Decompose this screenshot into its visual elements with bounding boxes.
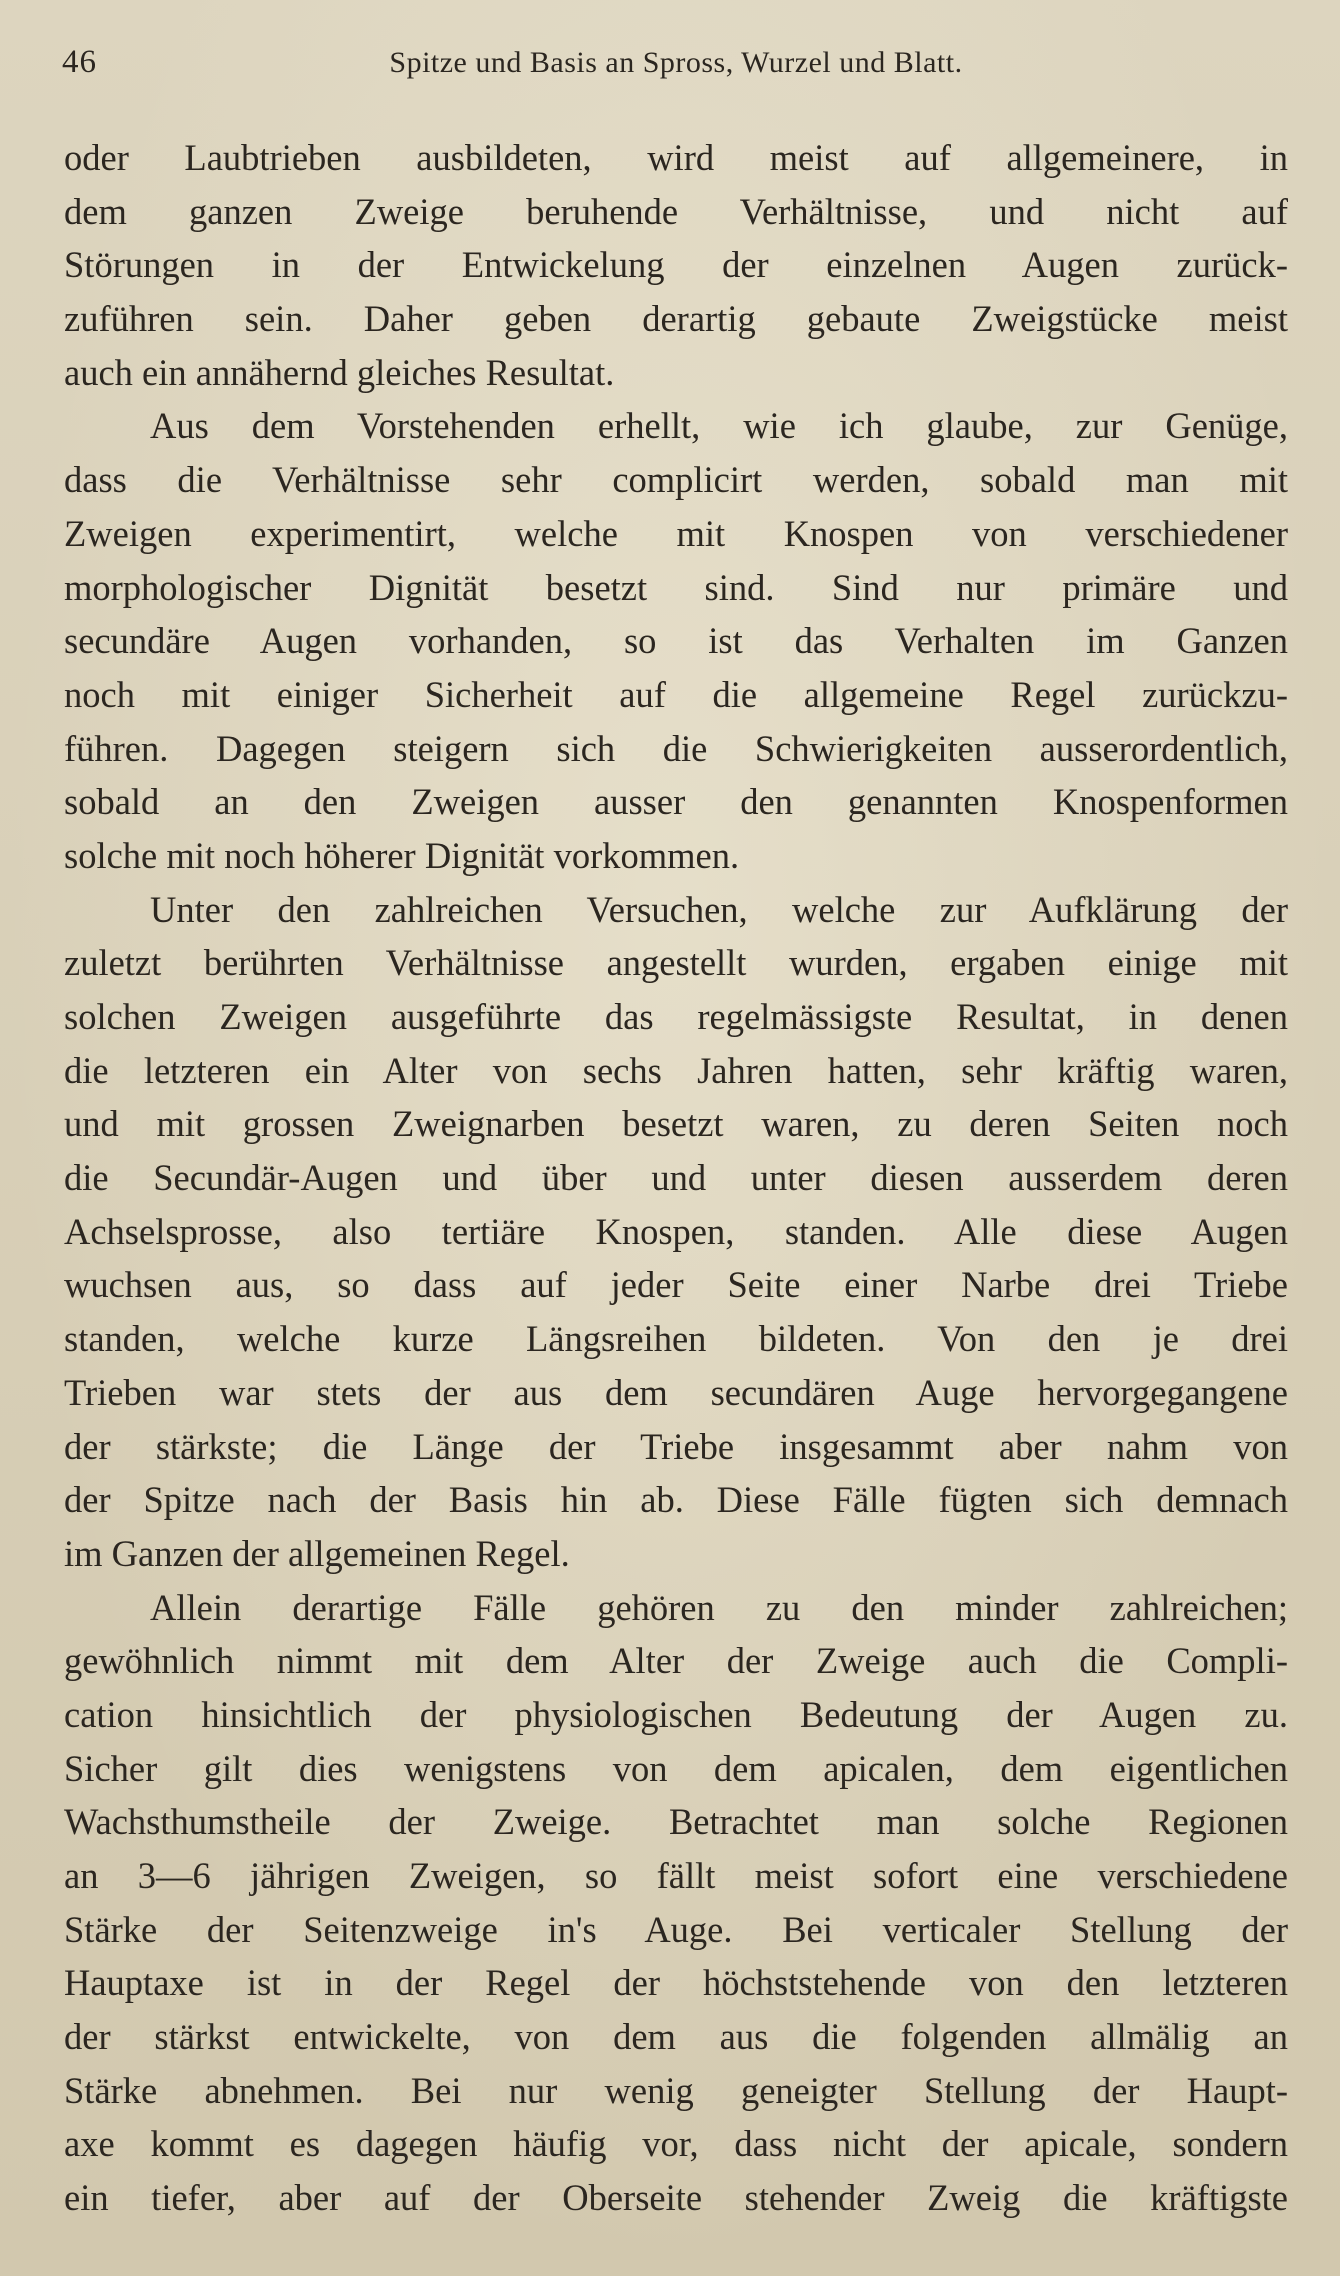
text-line: secundäre Augen vorhanden, so ist das Verhalten im Ganzen [64,620,1288,662]
text-line: Zweigen experimentirt, welche mit Knospen von verschiedener [64,512,1288,554]
text-line: der stärkste; die Länge der Triebe insgesammt aber nahm von [64,1425,1288,1467]
text-line: Störungen in der Entwickelung der einzelnen Augen zurück- [64,244,1288,286]
text-line: der Spitze nach der Basis hin ab. Diese Fälle fügten sich demnach [64,1479,1288,1521]
text-line: Stärke der Seitenzweige in's Auge. Bei verticaler Stellung der [64,1908,1288,1950]
text-line: die letzteren ein Alter von sechs Jahren hatten, sehr kräftig waren, [64,1049,1288,1091]
page-number: 46 [62,44,97,80]
text-line: Sicher gilt dies wenigstens von dem apicalen, dem eigentlichen [64,1747,1288,1789]
text-line: Allein derartige Fälle gehören zu den minder zahlreichen; [150,1586,1288,1628]
page-header [62,44,1290,94]
text-line: morphologischer Dignität besetzt sind. Sind nur primäre und [64,566,1288,608]
text-line: und mit grossen Zweignarben besetzt waren, zu deren Seiten noch [64,1103,1288,1145]
text-line: noch mit einiger Sicherheit auf die allgemeine Regel zurückzu- [64,673,1288,715]
text-line: cation hinsichtlich der physiologischen Bedeutung der Augen zu. [64,1693,1288,1735]
text-line: auch ein annähernd gleiches Resultat. [64,351,615,393]
text-line: solche mit noch höherer Dignität vorkommen. [64,834,740,876]
text-line: zuletzt berührten Verhältnisse angestellt wurden, ergaben einige mit [64,942,1288,984]
text-line: zuführen sein. Daher geben derartig gebaute Zweigstücke meist [64,298,1288,340]
text-line: die Secundär-Augen und über und unter diesen ausserdem deren [64,1157,1288,1199]
text-line: Hauptaxe ist in der Regel der höchststehende von den letzteren [64,1962,1288,2004]
text-line: Stärke abnehmen. Bei nur wenig geneigter Stellung der Haupt- [64,2069,1288,2111]
text-line: axe kommt es dagegen häufig vor, dass nicht der apicale, sondern [64,2123,1288,2165]
text-line: Unter den zahlreichen Versuchen, welche zur Aufklärung der [150,888,1288,930]
text-line: an 3—6 jährigen Zweigen, so fällt meist sofort eine verschiedene [64,1855,1288,1896]
text-line: gewöhnlich nimmt mit dem Alter der Zweige auch die Compli- [64,1640,1288,1682]
text-line: dass die Verhältnisse sehr complicirt werden, sobald man mit [64,459,1288,501]
text-line: ein tiefer, aber auf der Oberseite stehender Zweig die kräftigste [64,2177,1288,2219]
text-line: im Ganzen der allgemeinen Regel. [64,1532,570,1574]
text-line: oder Laubtrieben ausbildeten, wird meist auf allgemeinere, in [64,137,1288,178]
text-line: Wachsthumstheile der Zweige. Betrachtet man solche Regionen [64,1801,1288,1843]
text-line: sobald an den Zweigen ausser den genannten Knospenformen [64,781,1288,823]
text-line: solchen Zweigen ausgeführte das regelmässigste Resultat, in denen [64,996,1288,1037]
running-title: Spitze und Basis an Spross, Wurzel und Blatt. [389,46,963,79]
text-line: dem ganzen Zweige beruhende Verhältnisse, und nicht auf [64,190,1288,232]
text-line: wuchsen aus, so dass auf jeder Seite einer Narbe drei Triebe [64,1264,1288,1306]
text-line: führen. Dagegen steigern sich die Schwierigkeiten ausserordentlich, [64,727,1288,769]
text-line: Trieben war stets der aus dem secundären Auge hervorgegangene [64,1371,1288,1413]
text-line: Achselsprosse, also tertiäre Knospen, standen. Alle diese Augen [64,1210,1288,1252]
text-line: der stärkst entwickelte, von dem aus die folgenden allmälig an [64,2016,1288,2058]
text-line: Aus dem Vorstehenden erhellt, wie ich glaube, zur Genüge, [150,405,1288,447]
text-line: standen, welche kurze Längsreihen bildeten. Von den je drei [64,1318,1288,1360]
body-text [64,131,1288,2225]
